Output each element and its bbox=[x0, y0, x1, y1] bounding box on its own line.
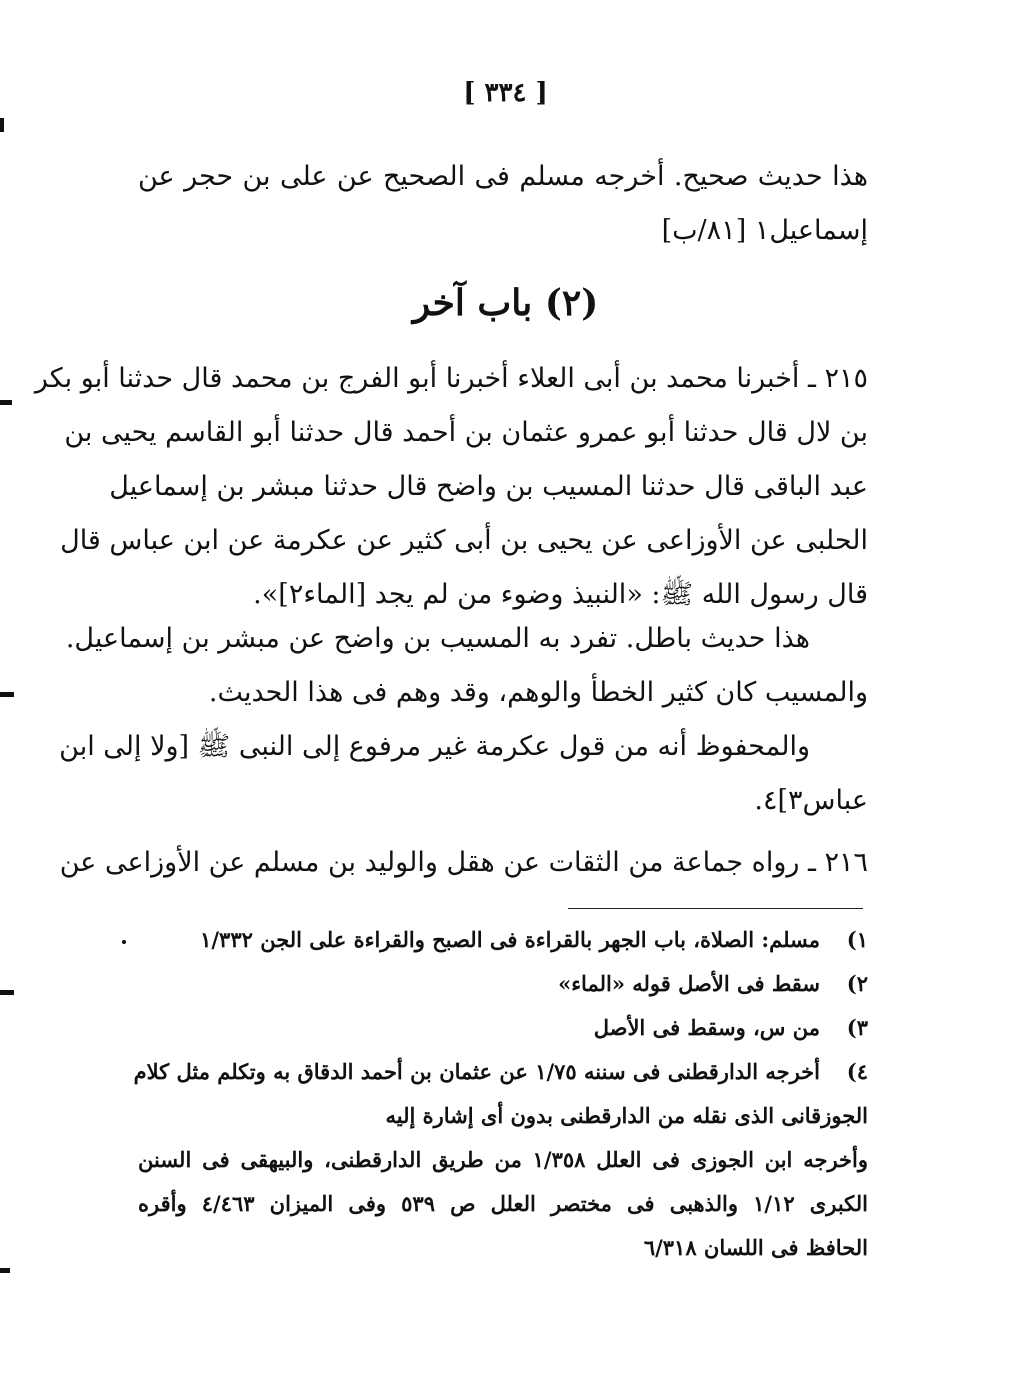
footnote-separator bbox=[568, 908, 863, 909]
commentary-paragraph-2 bbox=[59, 720, 868, 828]
footnote-3 bbox=[138, 1006, 868, 1050]
footnote-number: ٢) bbox=[846, 971, 868, 996]
text-line: عباس٣]٤. bbox=[754, 785, 868, 816]
text-line: هذا حديث صحيح. أخرجه مسلم فى الصحيح عن على بن حجر عن bbox=[138, 161, 868, 192]
scan-mark bbox=[0, 1268, 10, 1273]
footnote-text: مسلم: الصلاة، باب الجهر بالقراءة فى الصبح والقراءة على الجن ١/٣٣٢ bbox=[200, 927, 820, 952]
text-line: الحلبى عن الأوزاعى عن يحيى بن أبى كثير عن عكرمة عن ابن عباس قال bbox=[60, 525, 868, 556]
scan-dot bbox=[122, 940, 126, 944]
text-line: إسماعيل١ [٨١/ب] bbox=[661, 215, 868, 246]
text-line: هذا حديث باطل. تفرد به المسيب بن واضح عن مبشر بن إسماعيل. bbox=[65, 623, 810, 654]
footnote-1 bbox=[138, 918, 868, 962]
text-line: والمسيب كان كثير الخطأ والوهم، وقد وهم فى هذا الحديث. bbox=[208, 677, 868, 708]
page-number: [ ٣٣٤ ] bbox=[463, 78, 548, 108]
text-line: والمحفوظ أنه من قول عكرمة غير مرفوع إلى النبى ﷺ [ولا إلى ابن bbox=[59, 731, 810, 762]
footnote-4-line: الكبرى ١/١٢ والذهبى فى مختصر العلل ص ٥٣٩ وفى الميزان ٤/٤٦٣ وأقره bbox=[138, 1191, 868, 1216]
footnote-number: ١) bbox=[846, 927, 868, 952]
footnote-text: من س، وسقط فى الأصل bbox=[593, 1015, 820, 1040]
footnote-2 bbox=[138, 962, 868, 1006]
scan-mark bbox=[0, 692, 14, 697]
text-line: بن لال قال حدثنا أبو عمرو عثمان بن أحمد قال حدثنا أبو القاسم يحيى بن bbox=[64, 417, 868, 448]
hadith-216 bbox=[59, 836, 868, 890]
text-line: عبد الباقى قال حدثنا المسيب بن واضح قال حدثنا مبشر بن إسماعيل bbox=[109, 471, 868, 502]
footnote-4-line: الحافظ فى اللسان ٦/٣١٨ bbox=[643, 1235, 868, 1260]
text-line: ٢١٦ ـ رواه جماعة من الثقات عن هقل والوليد بن مسلم عن الأوزاعى عن bbox=[59, 847, 868, 878]
chapter-heading: (٢) باب آخر bbox=[412, 282, 599, 324]
text-line: قال رسول الله ﷺ: «النبيذ وضوء من لم يجد [الماء٢]». bbox=[253, 579, 868, 610]
scan-mark bbox=[0, 400, 12, 405]
footnote-number: ٣) bbox=[846, 1015, 868, 1040]
commentary-paragraph-1 bbox=[65, 612, 868, 720]
footnote-text: سقط فى الأصل قوله «الماء» bbox=[558, 971, 820, 996]
footnote-4 bbox=[133, 1050, 868, 1094]
text-line: ٢١٥ ـ أخبرنا محمد بن أبى العلاء أخبرنا أبو الفرج بن محمد قال حدثنا أبو بكر bbox=[34, 363, 868, 394]
footnote-4-line: الجوزقانى الذى نقله من الدارقطنى بدون أى إشارة إليه bbox=[385, 1103, 868, 1128]
footnotes bbox=[133, 918, 869, 1270]
footnote-4-line: وأخرجه ابن الجوزى فى العلل ١/٣٥٨ من طريق الدارقطنى، والبيهقى فى السنن bbox=[138, 1147, 869, 1172]
footnote-text: أخرجه الدارقطنى فى سننه ١/٧٥ عن عثمان بن أحمد الدقاق به وتكلم مثل كلام bbox=[133, 1059, 820, 1084]
hadith-215 bbox=[34, 352, 868, 622]
scan-mark bbox=[0, 118, 4, 132]
footnote-number: ٤) bbox=[846, 1059, 868, 1084]
intro-paragraph bbox=[138, 150, 868, 258]
scan-mark bbox=[0, 990, 14, 995]
